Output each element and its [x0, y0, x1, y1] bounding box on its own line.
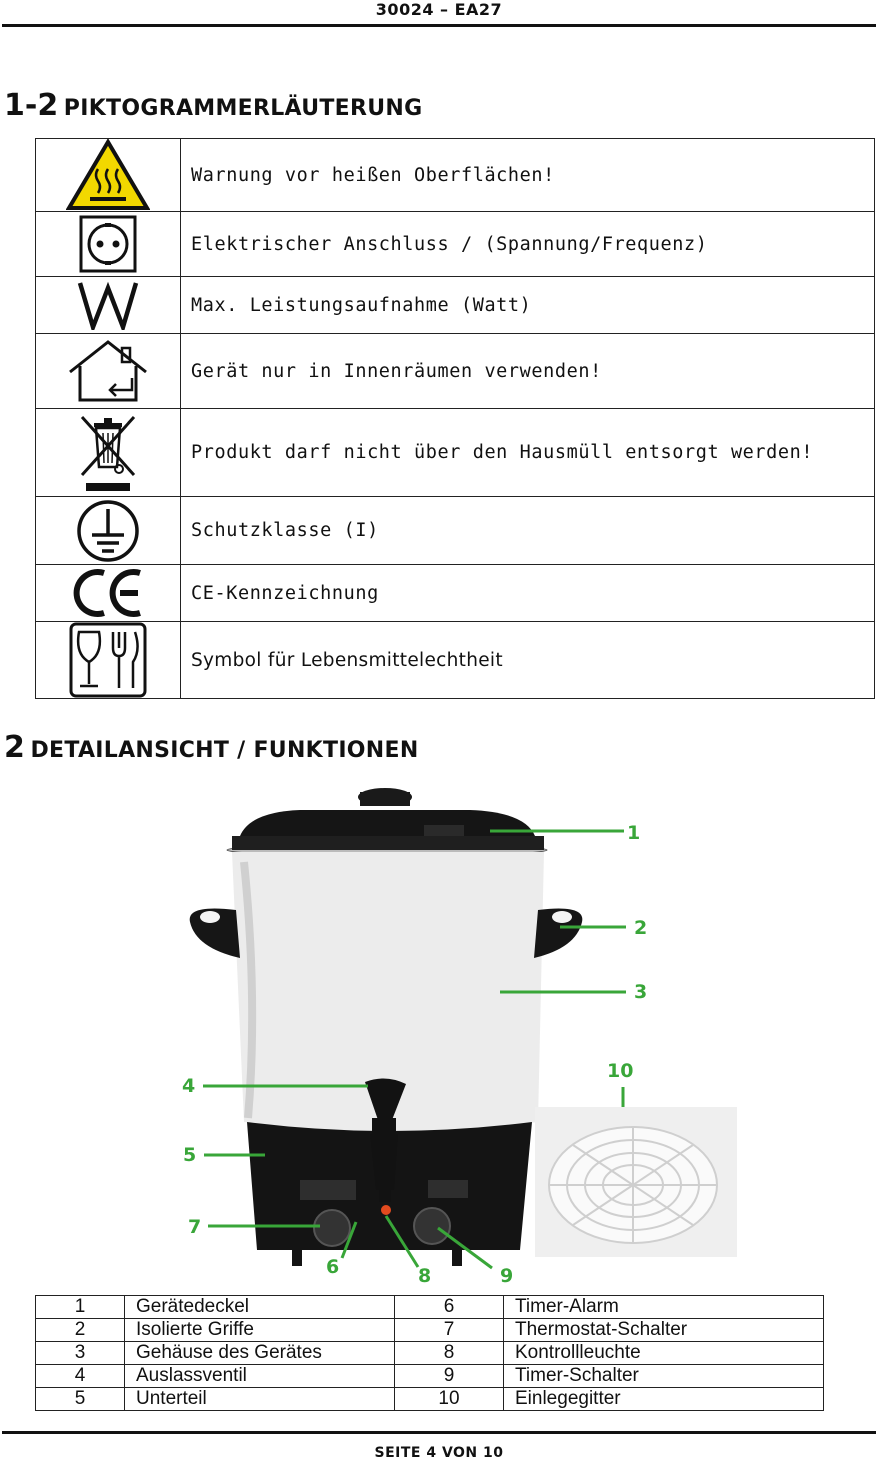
pictogram-row — [36, 565, 875, 622]
indoor-use-icon — [66, 338, 150, 404]
part-name: Timer-Schalter — [504, 1365, 824, 1388]
pictogram-row — [36, 212, 875, 277]
callout-label: 9 — [500, 1265, 514, 1287]
section-heading-pictograms — [4, 88, 422, 123]
part-name: Kontrollleuchte — [504, 1342, 824, 1365]
part-number: 3 — [36, 1342, 125, 1365]
section-title: PIKTOGRAMMERLÄUTERUNG — [63, 96, 423, 121]
part-name: Gerätedeckel — [125, 1296, 395, 1319]
ce-mark-icon — [70, 567, 146, 619]
part-number: 8 — [395, 1342, 504, 1365]
table-row — [36, 1388, 824, 1411]
callout-label: 5 — [183, 1144, 197, 1166]
table-row — [36, 1342, 824, 1365]
part-number: 4 — [36, 1365, 125, 1388]
callout-label: 6 — [326, 1256, 340, 1278]
callout-label: 10 — [607, 1060, 634, 1082]
pictogram-row — [36, 409, 875, 497]
pictogram-description: Elektrischer Anschluss / (Spannung/Frequenz) — [181, 212, 875, 277]
part-name: Timer-Alarm — [504, 1296, 824, 1319]
pictogram-description: CE-Kennzeichnung — [181, 565, 875, 622]
section-title: DETAILANSICHT / FUNKTIONEN — [30, 738, 419, 763]
pictogram-description: Produkt darf nicht über den Hausmüll entsorgt werden! — [181, 409, 875, 497]
pictogram-row — [36, 622, 875, 699]
callout-label: 3 — [634, 981, 648, 1003]
document-code: 30024 – EA27 — [375, 0, 503, 19]
parts-legend-table — [35, 1295, 824, 1411]
hot-surface-warning-icon — [66, 139, 150, 211]
part-name: Isolierte Griffe — [125, 1319, 395, 1342]
callout-label: 1 — [627, 822, 641, 844]
insert-rack-illustration — [535, 1107, 737, 1257]
pictogram-description: Warnung vor heißen Oberflächen! — [181, 139, 875, 212]
header-rule — [2, 24, 876, 27]
callout-label: 4 — [182, 1075, 196, 1097]
part-name: Unterteil — [125, 1388, 395, 1411]
part-number: 10 — [395, 1388, 504, 1411]
pictogram-row — [36, 277, 875, 334]
callout-label: 2 — [634, 917, 648, 939]
section-number: 1-2 — [4, 88, 59, 123]
power-socket-icon — [78, 214, 138, 274]
pictogram-description: Schutzklasse (I) — [181, 497, 875, 565]
pictogram-row — [36, 497, 875, 565]
section-heading-details — [4, 730, 419, 765]
table-row — [36, 1296, 824, 1319]
footer-rule — [2, 1431, 876, 1434]
part-name: Gehäuse des Gerätes — [125, 1342, 395, 1365]
pictogram-row — [36, 334, 875, 409]
pictogram-description: Symbol für Lebensmittelechtheit — [181, 622, 875, 699]
part-number: 5 — [36, 1388, 125, 1411]
part-number: 1 — [36, 1296, 125, 1319]
part-name: Thermostat-Schalter — [504, 1319, 824, 1342]
section-number: 2 — [4, 730, 25, 765]
part-name: Einlegegitter — [504, 1388, 824, 1411]
pictogram-description: Gerät nur in Innenräumen verwenden! — [181, 334, 875, 409]
crossed-bin-icon — [76, 411, 140, 495]
insert-rack-photo — [535, 1107, 737, 1257]
part-number: 7 — [395, 1319, 504, 1342]
part-number: 9 — [395, 1365, 504, 1388]
protection-class-icon — [76, 499, 140, 563]
part-name: Auslassventil — [125, 1365, 395, 1388]
table-row — [36, 1319, 824, 1342]
callout-label: 7 — [188, 1216, 202, 1238]
watt-icon — [77, 280, 139, 330]
part-number: 6 — [395, 1296, 504, 1319]
page-number: SEITE 4 VON 10 — [374, 1445, 504, 1461]
pictogram-table — [35, 138, 875, 699]
food-safe-icon — [69, 622, 147, 698]
callout-label: 8 — [418, 1265, 432, 1287]
pictogram-row — [36, 139, 875, 212]
part-number: 2 — [36, 1319, 125, 1342]
table-row — [36, 1365, 824, 1388]
pictogram-description: Max. Leistungsaufnahme (Watt) — [181, 277, 875, 334]
